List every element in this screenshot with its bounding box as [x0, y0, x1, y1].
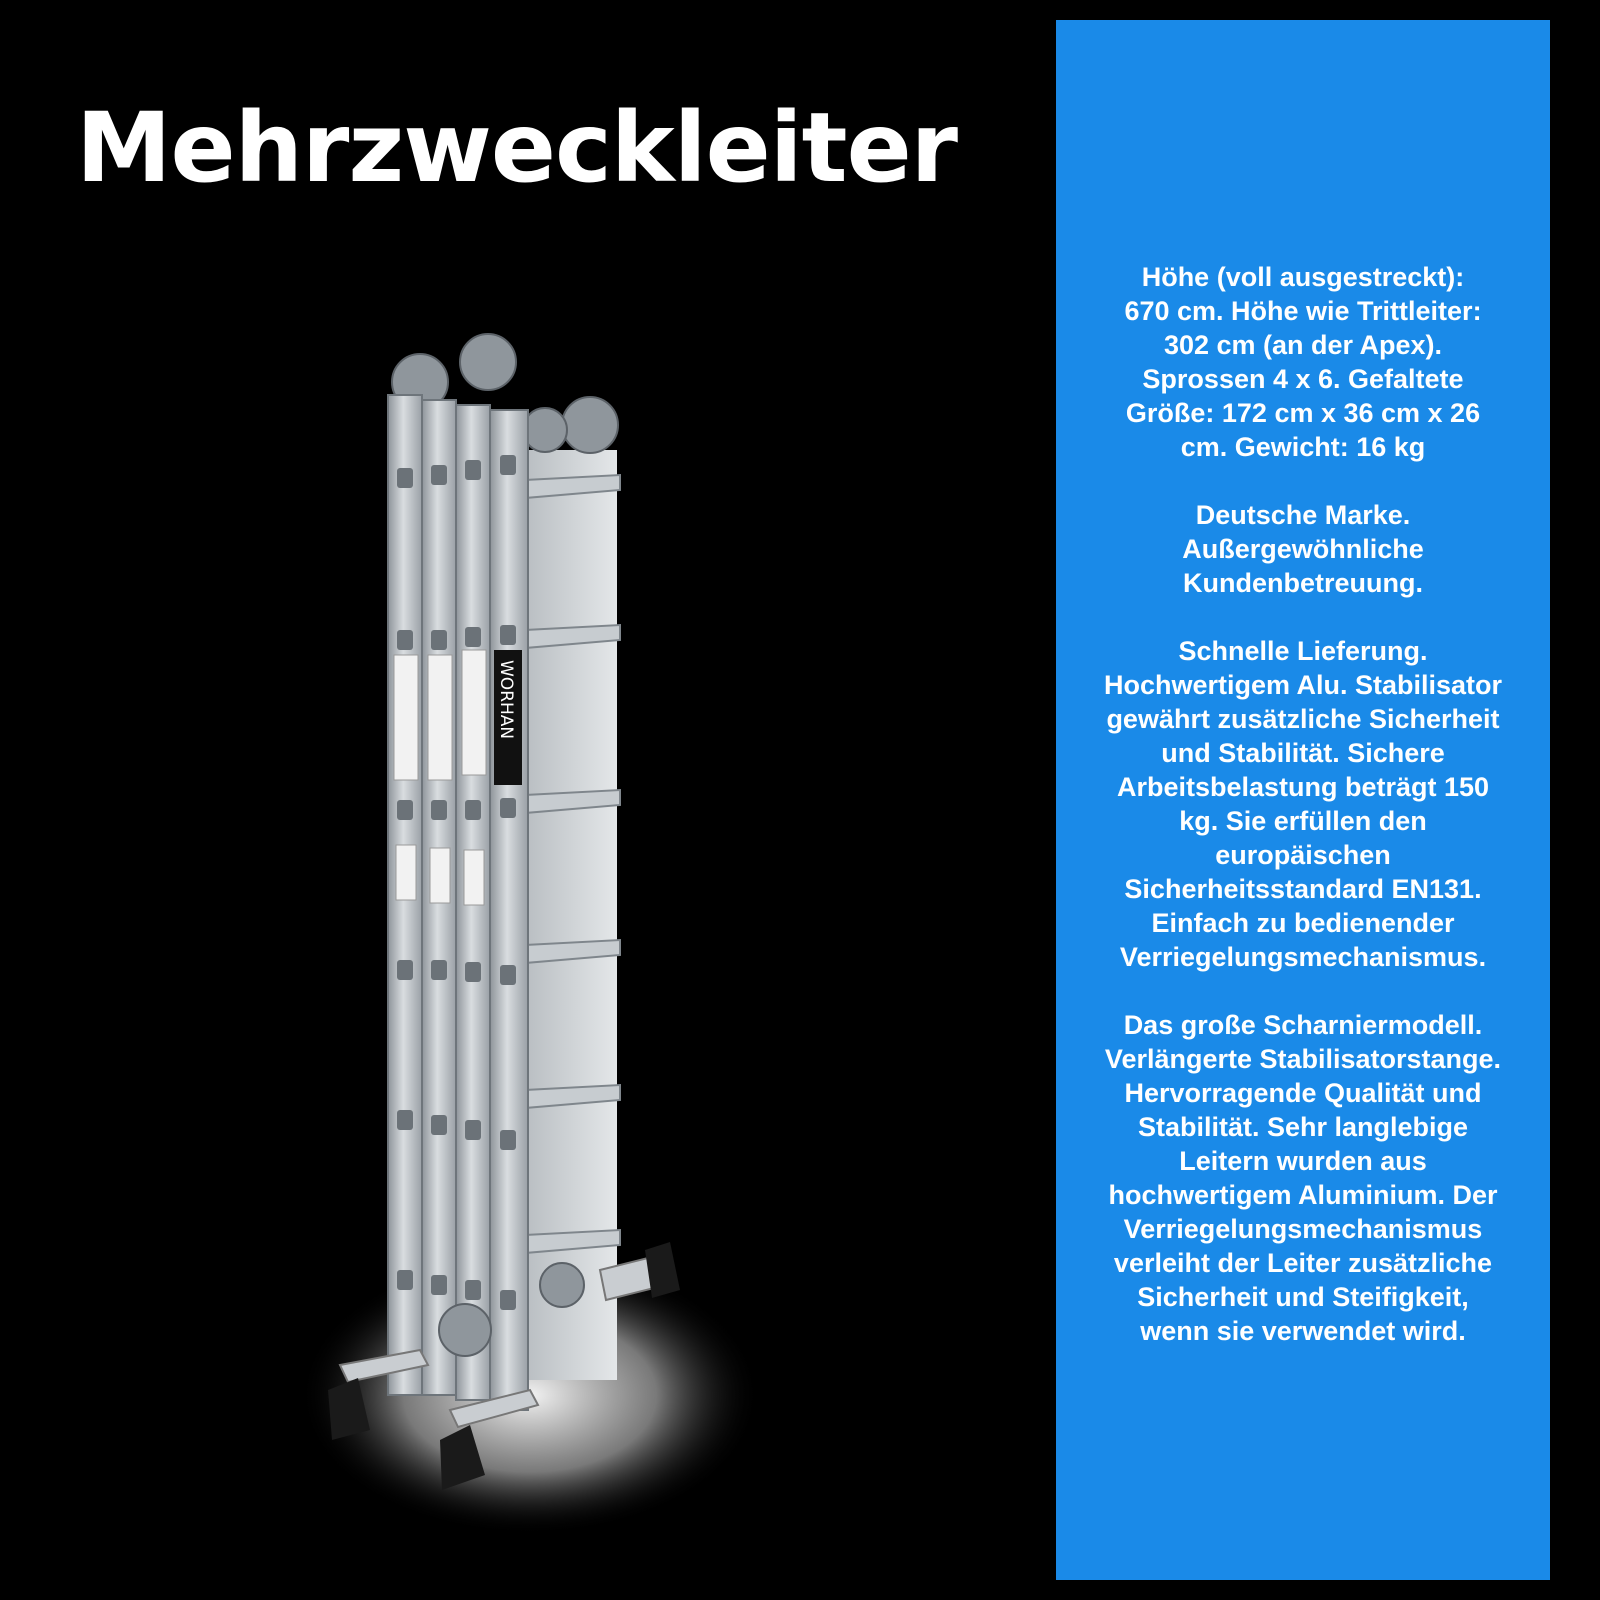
page-title: Mehrzweckleiter: [76, 92, 958, 204]
spec-safety: Schnelle Lieferung. Hochwertigem Alu. Stabilisator gewährt zusätzliche Sicherheit und Stabilität. Sichere Arbeitsbelastung beträgt 150 kg. Sie erfüllen den europäischen Sicherheitsstandard EN131. Einfach zu bedienender Verriegelungsmechanismus.: [1103, 636, 1503, 972]
front-stiles: [388, 395, 528, 1410]
spec-quality: Das große Scharniermodell. Verlängerte Stabilisatorstange. Hervorragende Qualität und Stabilität. Sehr langlebige Leitern wurden aus hochwertigem Aluminium. Der Verriegelungsmechanismus verleiht der Leiter zusätzliche Sicherheit und Steifigkeit, wenn sie verwendet wird.: [1104, 1010, 1502, 1346]
brand-label: WORHAN: [496, 660, 516, 740]
spec-dimensions: Höhe (voll ausgestreckt): 670 cm. Höhe wie Trittleiter: 302 cm (an der Apex). Sprossen 4 x 6. Gefaltete Größe: 172 cm x 36 cm x 26 cm. Gewicht: 16 kg: [1124, 262, 1482, 462]
spec-brand: Deutsche Marke. Außergewöhnliche Kundenbetreuung.: [1182, 500, 1424, 598]
specification-panel: [1056, 20, 1550, 1580]
ladder-product-image: [300, 330, 760, 1540]
